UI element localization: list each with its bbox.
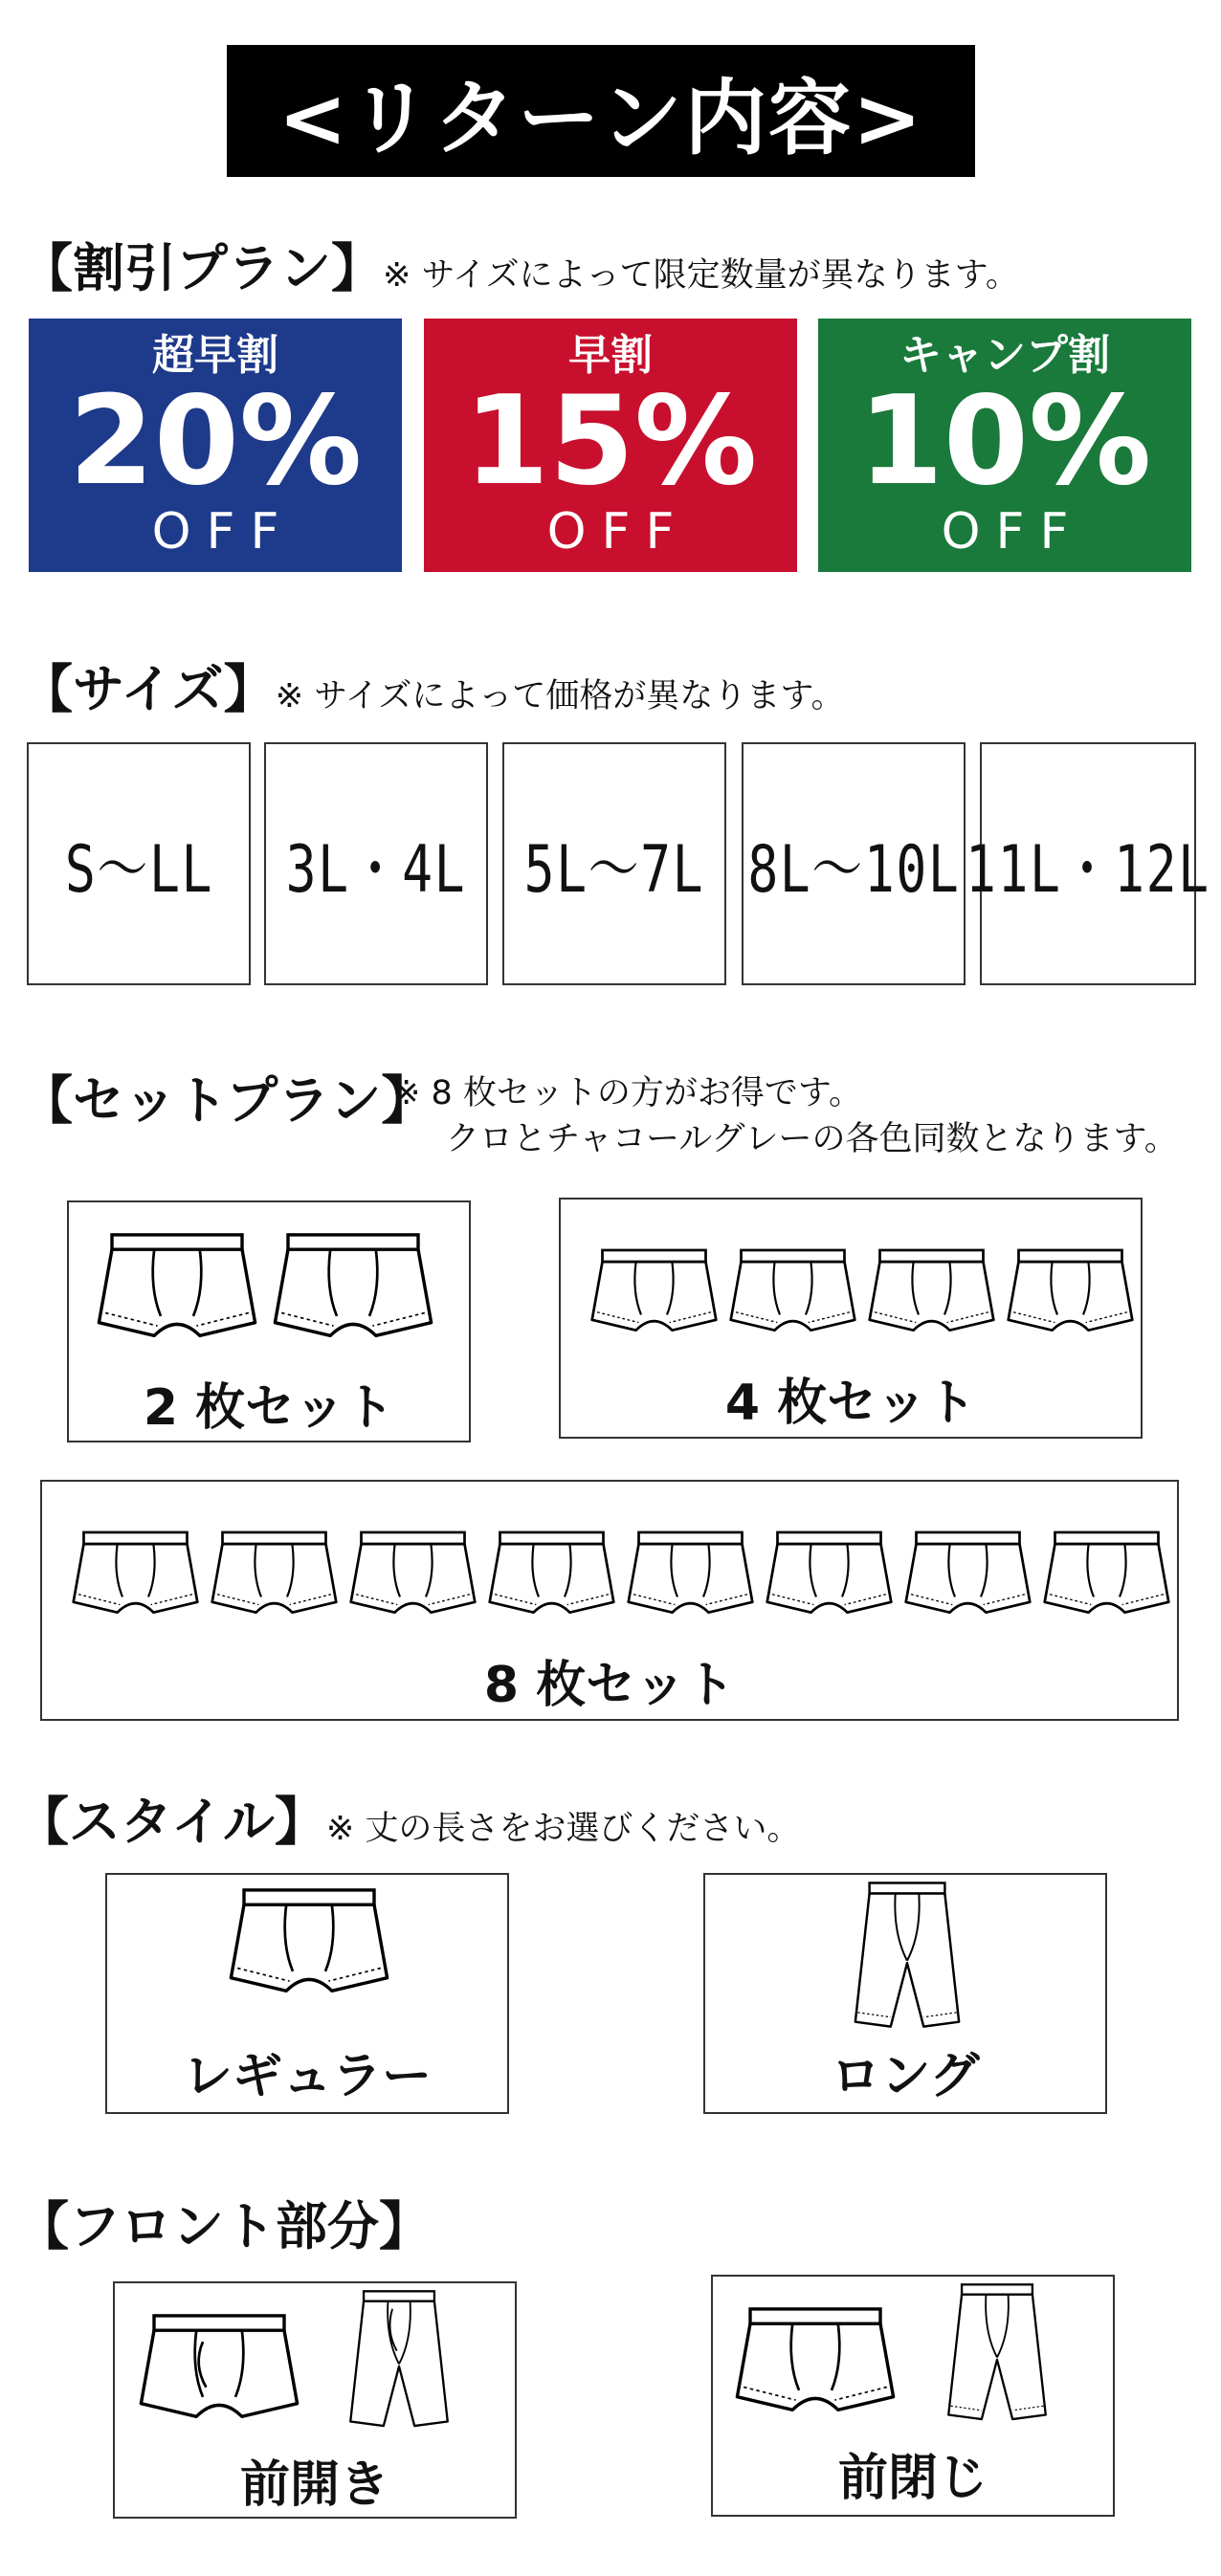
- size-option-3l-4l[interactable]: [264, 742, 488, 985]
- front-heading: 【フロント部分】: [17, 2196, 431, 2257]
- set-label: 8 枚セット: [483, 1657, 736, 1714]
- front-option-open[interactable]: [113, 2281, 517, 2519]
- set-option-4[interactable]: [559, 1198, 1143, 1439]
- discount-section-heading: [21, 228, 1019, 301]
- briefs-icon: [96, 1231, 258, 1346]
- briefs-icon-row: [71, 1530, 1171, 1620]
- discount-card-super-early[interactable]: [29, 319, 402, 572]
- size-note: ※ サイズによって価格が異なります。: [275, 677, 845, 716]
- style-option-long[interactable]: [703, 1873, 1107, 2114]
- set-heading: 【セットプラン】: [21, 1070, 433, 1131]
- closed-front-long-icon: [935, 2282, 1059, 2426]
- style-section-heading: [17, 1781, 800, 1855]
- discount-off: OFF: [941, 502, 1084, 561]
- briefs-icon: [867, 1247, 996, 1338]
- briefs-icon-row: [96, 1231, 434, 1346]
- closed-front-briefs-icon: [734, 2305, 897, 2420]
- set-option-2[interactable]: [67, 1200, 471, 1442]
- discount-label: 早割: [568, 330, 653, 380]
- style-label: ロング: [831, 2048, 980, 2105]
- set-label: 2 枚セット: [143, 1379, 395, 1437]
- briefs-icon: [903, 1530, 1032, 1620]
- open-front-long-icon: [337, 2289, 461, 2433]
- discount-label: キャンプ割: [899, 330, 1110, 380]
- briefs-icon: [765, 1530, 894, 1620]
- style-label: レギュラー: [182, 2048, 432, 2105]
- size-label: 8L～10L: [746, 831, 961, 908]
- briefs-icon: [487, 1530, 616, 1620]
- size-section-heading: [21, 649, 845, 722]
- regular-briefs-icon: [228, 1886, 390, 2001]
- set-note-line1: ※ 8 枚セットの方がお得です。: [392, 1074, 863, 1112]
- briefs-icon: [210, 1530, 339, 1620]
- discount-percent: 10%: [857, 369, 1152, 513]
- size-heading: 【サイズ】: [21, 659, 276, 719]
- briefs-icon: [1042, 1530, 1171, 1620]
- front-option-closed[interactable]: [711, 2275, 1115, 2517]
- size-option-s-ll[interactable]: [27, 742, 251, 985]
- size-option-8l-10l[interactable]: [742, 742, 966, 985]
- size-label: 5L～7L: [523, 831, 705, 908]
- briefs-icon: [1006, 1247, 1135, 1338]
- discount-label: 超早割: [152, 330, 278, 380]
- size-option-11l-12l[interactable]: [966, 742, 1210, 985]
- briefs-icon: [589, 1247, 719, 1338]
- front-label: 前閉じ: [837, 2450, 988, 2507]
- size-label: S～LL: [64, 831, 213, 908]
- open-front-briefs-icon: [138, 2312, 300, 2427]
- discount-off: OFF: [546, 502, 690, 561]
- style-option-regular[interactable]: [105, 1873, 509, 2114]
- set-option-8[interactable]: [40, 1480, 1179, 1721]
- briefs-icon: [348, 1530, 477, 1620]
- front-label: 前開き: [239, 2456, 389, 2514]
- briefs-icon: [71, 1530, 200, 1620]
- briefs-icon: [728, 1247, 857, 1338]
- discount-card-camp[interactable]: [818, 319, 1191, 572]
- long-briefs-icon: [835, 1881, 979, 2034]
- discount-heading: 【割引プラン】: [21, 238, 383, 298]
- discount-note: ※ サイズによって限定数量が異なります。: [383, 256, 1019, 295]
- size-label: 3L・4L: [285, 831, 467, 908]
- briefs-icon: [626, 1530, 755, 1620]
- size-label: 11L・12L: [966, 831, 1210, 908]
- style-heading: 【スタイル】: [17, 1792, 326, 1852]
- set-label: 4 枚セット: [724, 1375, 977, 1432]
- discount-percent: 15%: [463, 369, 758, 513]
- style-note: ※ 丈の長さをお選びください。: [325, 1810, 801, 1848]
- set-note-line2: クロとチャコールグレーの各色同数となります。: [446, 1120, 1178, 1158]
- page-title: <リターン内容>: [227, 45, 975, 177]
- briefs-icon-row: [589, 1247, 1135, 1338]
- discount-card-early[interactable]: [424, 319, 797, 572]
- discount-off: OFF: [151, 502, 295, 561]
- discount-percent: 20%: [68, 369, 363, 513]
- briefs-icon: [272, 1231, 434, 1346]
- size-option-5l-7l[interactable]: [502, 742, 726, 985]
